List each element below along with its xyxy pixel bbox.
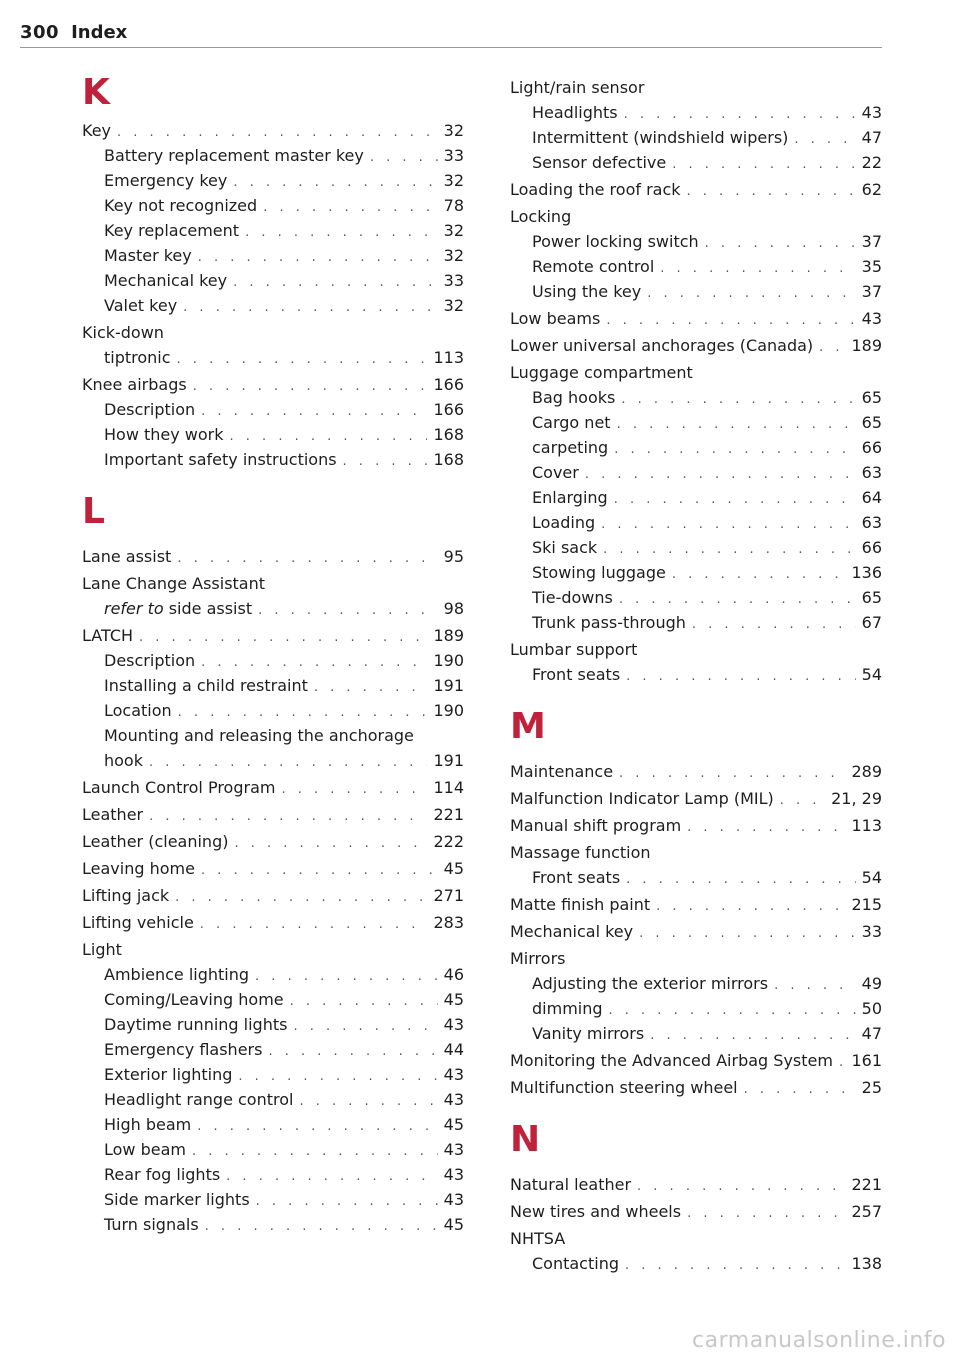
index-subentry: Headlights . . . 43	[510, 100, 882, 125]
index-subentry: dimming . . . 50	[510, 996, 882, 1021]
index-subentry: Intermittent (windshield wipers) . . . 47	[510, 125, 882, 150]
index-entry: Lane assist . . . 95	[82, 544, 464, 569]
index-heading: NHTSA	[510, 1229, 566, 1248]
index-entry: Mechanical key . . . 33	[510, 919, 882, 944]
section-letter-l: L	[82, 491, 105, 532]
index-heading: Light	[82, 940, 122, 959]
index-subentry: Contacting . . . 138	[510, 1251, 882, 1276]
index-subentry: Turn signals . . . 45	[82, 1212, 464, 1237]
index-subentry: Stowing luggage . . . 136	[510, 560, 882, 585]
index-subentry: Tie-downs . . . 65	[510, 585, 882, 610]
index-subentry: Exterior lighting . . . 43	[82, 1062, 464, 1087]
index-subentry: Battery replacement master key . . . 33	[82, 143, 464, 168]
index-subentry: Side marker lights . . . 43	[82, 1187, 464, 1212]
index-entry: Leather . . . 221	[82, 802, 464, 827]
index-column-left	[82, 72, 464, 1237]
index-entry: Multifunction steering wheel . . . 25	[510, 1075, 882, 1100]
index-subentry: hook . . . 191	[82, 748, 464, 773]
index-subentry: Using the key . . . 37	[510, 279, 882, 304]
page-number: 300	[20, 22, 60, 43]
index-subentry: Loading . . . 63	[510, 510, 882, 535]
index-subentry: High beam . . . 45	[82, 1112, 464, 1137]
index-subentry: Ski sack . . . 66	[510, 535, 882, 560]
index-subentry: Cover . . . 63	[510, 460, 882, 485]
index-subentry: Valet key . . . 32	[82, 293, 464, 318]
index-subentry-wrapped: Mounting and releasing the anchorage	[104, 726, 414, 745]
index-subentry: Front seats . . . 54	[510, 865, 882, 890]
index-subentry: Key replacement . . . 32	[82, 218, 464, 243]
index-subentry: Front seats . . . 54	[510, 662, 882, 687]
index-subentry: Location . . . 190	[82, 698, 464, 723]
index-subentry: Sensor defective . . . 22	[510, 150, 882, 175]
index-entry: Lower universal anchorages (Canada) . . . 189	[510, 333, 882, 358]
index-subentry: Key not recognized . . . 78	[82, 193, 464, 218]
index-subentry: Bag hooks . . . 65	[510, 385, 882, 410]
index-entry: Lifting vehicle . . . 283	[82, 910, 464, 935]
index-subentry: How they work . . . 168	[82, 422, 464, 447]
index-entry: Matte finish paint . . . 215	[510, 892, 882, 917]
index-subentry: Important safety instructions . . . 168	[82, 447, 464, 472]
index-entry: New tires and wheels . . . 257	[510, 1199, 882, 1224]
index-subentry: Headlight range control . . . 43	[82, 1087, 464, 1112]
index-subentry: Installing a child restraint . . . 191	[82, 673, 464, 698]
index-entry: Leather (cleaning) . . . 222	[82, 829, 464, 854]
index-heading: Kick-down	[82, 323, 164, 342]
index-subentry: tiptronic . . . 113	[82, 345, 464, 370]
index-heading: Massage function	[510, 843, 651, 862]
index-entry: Manual shift program . . . 113	[510, 813, 882, 838]
index-subentry: Vanity mirrors . . . 47	[510, 1021, 882, 1046]
index-heading: Mirrors	[510, 949, 566, 968]
index-subentry: Rear fog lights . . . 43	[82, 1162, 464, 1187]
index-heading: Lane Change Assistant	[82, 574, 266, 593]
index-subentry: Enlarging . . . 64	[510, 485, 882, 510]
index-subentry: Description . . . 166	[82, 397, 464, 422]
index-subentry: Ambience lighting . . . 46	[82, 962, 464, 987]
section-letter-n: N	[510, 1119, 541, 1160]
index-entry: Low beams . . . 43	[510, 306, 882, 331]
section-letter-m: M	[510, 706, 546, 747]
index-heading: Locking	[510, 207, 572, 226]
page-title: Index	[71, 22, 128, 43]
index-entry: Knee airbags . . . 166	[82, 372, 464, 397]
index-entry: LATCH . . . 189	[82, 623, 464, 648]
page-header	[20, 22, 882, 48]
index-entry: Loading the roof rack . . . 62	[510, 177, 882, 202]
index-entry: Lifting jack . . . 271	[82, 883, 464, 908]
index-subentry: Cargo net . . . 65	[510, 410, 882, 435]
index-subentry: carpeting . . . 66	[510, 435, 882, 460]
watermark: carmanualsonline.info	[692, 1328, 946, 1353]
index-subentry: Adjusting the exterior mirrors . . . 49	[510, 971, 882, 996]
index-entry: Monitoring the Advanced Airbag System . . . 161	[510, 1048, 882, 1073]
index-subentry: Daytime running lights . . . 43	[82, 1012, 464, 1037]
index-subentry: Coming/Leaving home . . . 45	[82, 987, 464, 1012]
index-subentry: Master key . . . 32	[82, 243, 464, 268]
index-subentry: Remote control . . . 35	[510, 254, 882, 279]
index-subentry: Power locking switch . . . 37	[510, 229, 882, 254]
index-subentry: Low beam . . . 43	[82, 1137, 464, 1162]
index-column-right	[510, 75, 882, 1276]
index-heading: Luggage compartment	[510, 363, 693, 382]
index-entry: Malfunction Indicator Lamp (MIL) . . . 21, 29	[510, 786, 882, 811]
index-subentry: Emergency flashers . . . 44	[82, 1037, 464, 1062]
index-subentry: Mechanical key . . . 33	[82, 268, 464, 293]
index-subentry: Trunk pass-through . . . 67	[510, 610, 882, 635]
index-entry: Maintenance . . . 289	[510, 759, 882, 784]
index-entry: Launch Control Program . . . 114	[82, 775, 464, 800]
index-heading: Lumbar support	[510, 640, 638, 659]
index-entry: Key . . . 32	[82, 118, 464, 143]
index-heading: Light/rain sensor	[510, 78, 645, 97]
index-subentry: refer to side assist . . . 98	[82, 596, 464, 621]
index-entry: Natural leather . . . 221	[510, 1172, 882, 1197]
section-letter-k: K	[82, 72, 110, 113]
index-subentry: Emergency key . . . 32	[82, 168, 464, 193]
index-subentry: Description . . . 190	[82, 648, 464, 673]
index-entry: Leaving home . . . 45	[82, 856, 464, 881]
